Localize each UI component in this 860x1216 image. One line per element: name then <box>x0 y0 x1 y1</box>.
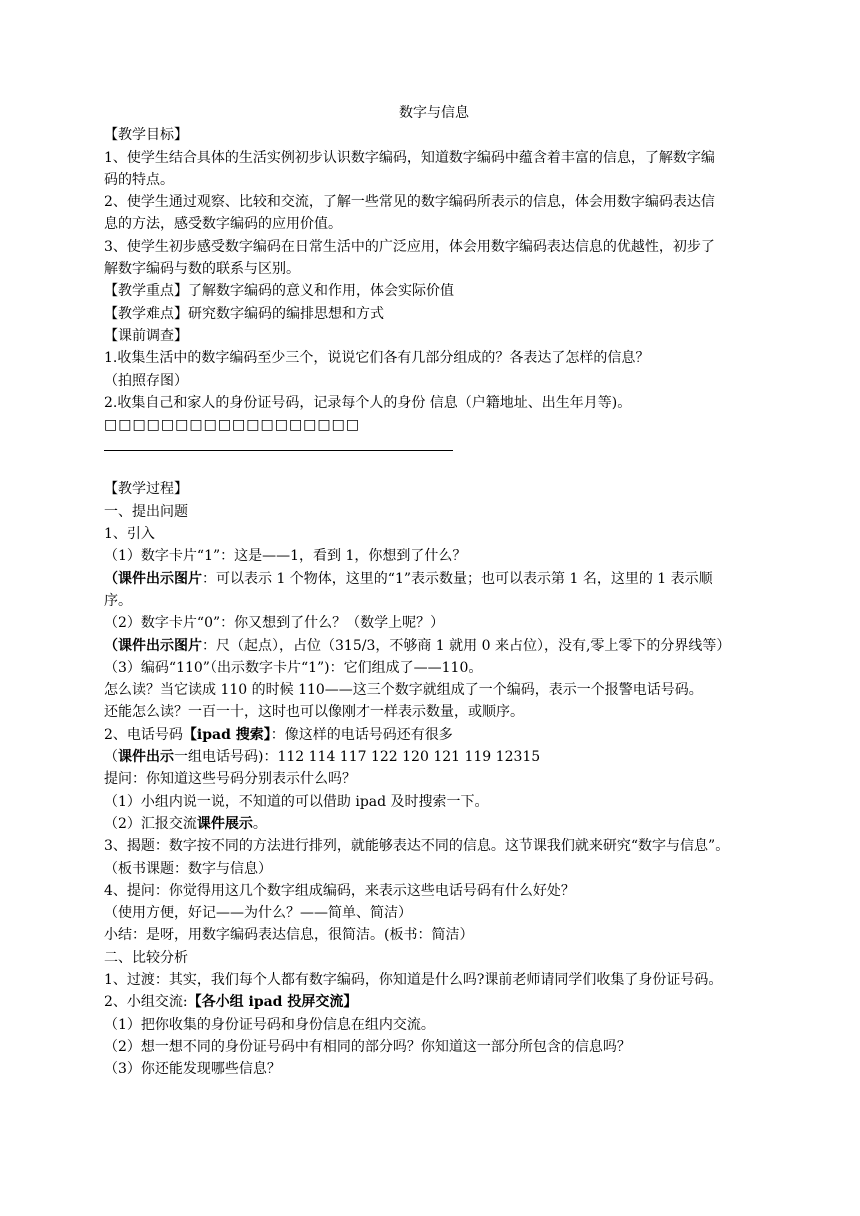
part-2-heading: 二、比较分析 <box>104 949 188 966</box>
step-1-1-detail-end: 序。 <box>104 592 132 609</box>
divider-line <box>104 450 453 451</box>
key-point: 【教学重点】了解数字编码的意义和作用，体会实际价值 <box>104 283 454 300</box>
part-2-step-2-prefix: 2、小组交流: <box>104 994 188 1011</box>
step-1-1-detail <box>104 568 764 590</box>
survey-item-2: 2.收集自己和家人的身份证号码，记录每个人的身份 信息（户籍地址、出生年月等)。 <box>104 394 632 411</box>
courseware-label: 课件出示 <box>118 749 174 766</box>
id-number-boxes: □□□□□□□□□□□□□□□□□□ <box>104 417 361 434</box>
step-3: 3、揭题：数字按不同的方法进行排列，就能够表达不同的信息。这节课我们就来研究“数字与信息”。 <box>104 838 730 855</box>
step-1-2: （2）数字卡片“0”：你又想到了什么？（数学上呢？） <box>104 615 445 632</box>
step-1-heading: 1、引入 <box>104 526 155 543</box>
step-2-question: 提问：你知道这些号码分别表示什么吗？ <box>104 771 356 788</box>
goal-2-line-2: 息的方法，感受数字编码的应用价值。 <box>104 216 342 233</box>
goal-1-line-2: 码的特点。 <box>104 171 174 188</box>
goal-3-line-1: 3、使学生初步感受数字编码在日常生活中的广泛应用，体会用数字编码表达信息的优越性，初步了 <box>104 238 715 255</box>
part-2-step-1: 1、过渡：其实，我们每个人都有数字编码，你知道是什么吗?课前老师请同学们收集了身份证号码。 <box>104 971 723 988</box>
step-2-question-1: （1）小组内说一说，不知道的可以借助 ipad 及时搜索一下。 <box>104 793 489 810</box>
step-2-suffix: ：像这样的电话号码还有很多 <box>270 726 453 743</box>
document-page <box>104 102 764 1080</box>
courseware-display-label: 课件展示 <box>196 815 253 832</box>
part-2-step-2 <box>104 991 764 1013</box>
survey-item-1: 1.收集生活中的数字编码至少三个，说说它们各有几部分组成的？各表达了怎样的信息？ <box>104 350 650 367</box>
part-2-step-2-1: （1）把你收集的身份证号码和身份信息在组内交流。 <box>104 1016 435 1033</box>
survey-item-1-note: （拍照存图） <box>104 372 188 389</box>
part-1-heading: 一、提出问题 <box>104 503 188 520</box>
difficult-point: 【教学难点】研究数字编码的编排思想和方式 <box>104 305 384 322</box>
courseware-label: （课件出示图片 <box>104 570 202 587</box>
part-2-step-2-3: （3）你还能发现哪些信息？ <box>104 1061 281 1078</box>
step-2-q2-suffix: 。 <box>252 815 267 832</box>
step-4-summary: 小结：是呀，用数字编码表达信息，很简洁。(板书：简洁） <box>104 927 474 944</box>
paren-open: （ <box>104 749 118 766</box>
step-3-note: （板书课题：数字与信息） <box>104 860 272 877</box>
part-2-step-2-2: （2）想一想不同的身份证号码中有相同的部分吗？你知道这一部分所包含的信息吗？ <box>104 1038 631 1055</box>
ipad-share-label: 【各小组 ipad 投屏交流】 <box>187 994 358 1011</box>
step-4: 4、提问：你觉得用这几个数字组成编码，来表示这些电话号码有什么好处？ <box>104 882 575 899</box>
step-1-2-detail-text: ：尺（起点），占位（315/3，不够商 1 就用 0 来占位），没有,零上零下的分界线等） <box>202 637 731 654</box>
process-heading: 【教学过程】 <box>104 481 188 498</box>
step-4-answer: （使用方便，好记——为什么？——简单、简洁） <box>104 905 412 922</box>
step-2-q2-prefix: （2）汇报交流 <box>104 815 197 832</box>
document-title: 数字与信息 <box>399 105 469 121</box>
goal-2-line-1: 2、使学生通过观察、比较和交流，了解一些常见的数字编码所表示的信息，体会用数字编码表达信 <box>104 194 715 211</box>
goals-heading: 【教学目标】 <box>104 127 188 144</box>
step-1-3: （3）编码“110”（出示数字卡片“1”)：它们组成了——110。 <box>104 659 483 676</box>
phone-number-list <box>104 746 764 768</box>
step-2-prefix: 2、电话号码 <box>104 726 183 743</box>
ipad-search-label: 【ipad 搜索】 <box>182 726 271 743</box>
step-1-5: 还能怎么读？一百一十，这时也可以像刚才一样表示数量，或顺序。 <box>104 704 524 721</box>
step-1-4: 怎么读？当它读成 110 的时候 110——这三个数字就组成了一个编码，表示一个报警电话号码。 <box>104 682 703 699</box>
goal-1-line-1: 1、使学生结合具体的生活实例初步认识数字编码，知道数字编码中蕴含着丰富的信息，了解数字编 <box>104 149 715 166</box>
step-2-heading <box>104 724 764 746</box>
step-1-1: （1）数字卡片“1”：这是——1，看到 1，你想到了什么？ <box>104 548 467 565</box>
step-1-1-detail-text: ：可以表示 1 个物体，这里的“1”表示数量；也可以表示第 1 名，这里的 1 表示顺 <box>202 570 713 587</box>
goal-3-line-2: 解数字编码与数的联系与区别。 <box>104 261 300 278</box>
step-2-question-2 <box>104 813 764 835</box>
courseware-label: （课件出示图片 <box>104 637 202 654</box>
phone-numbers: 一组电话号码)：112 114 117 122 120 121 119 12315 <box>174 749 541 766</box>
step-1-2-detail <box>104 635 764 657</box>
survey-heading: 【课前调查】 <box>104 327 188 344</box>
